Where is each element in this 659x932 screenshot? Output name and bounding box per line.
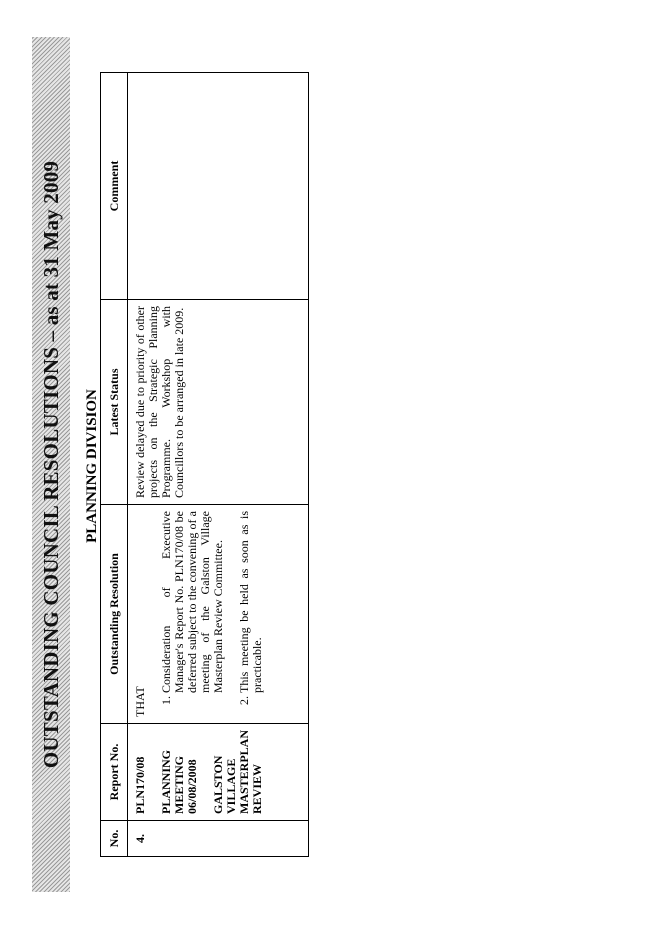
header-report-no: Report No. bbox=[101, 724, 128, 821]
division-heading: PLANNING DIVISION bbox=[84, 389, 100, 543]
report-subject-line: MASTERPLAN bbox=[237, 729, 251, 814]
row-number: 4. bbox=[128, 821, 309, 857]
report-subject-line: REVIEW bbox=[250, 763, 264, 814]
comment-cell bbox=[128, 73, 309, 300]
report-subject-line: VILLAGE bbox=[224, 758, 238, 814]
report-code: PLN170/08 bbox=[133, 756, 147, 814]
table-row bbox=[128, 73, 309, 857]
resolution-intro: THAT bbox=[133, 686, 147, 717]
resolution-list bbox=[160, 511, 264, 717]
title-banner bbox=[32, 37, 70, 892]
header-latest-status: Latest Status bbox=[101, 300, 128, 505]
header-no: No. bbox=[101, 821, 128, 857]
page-title: OUTSTANDING COUNCIL RESOLUTIONS – as at 31 May 2009 bbox=[38, 160, 63, 769]
header-comment: Comment bbox=[101, 73, 128, 300]
resolution-item: 1. Consideration of Executive Manager's Report No. PLN170/08 be deferred subject to the convening of a meeting of the Galston Village Masterplan Review Committee. bbox=[160, 511, 225, 693]
status-cell: Review delayed due to priority of other projects on the Strategic Planning Programme. Workshop with Councillors to be arranged in late 2009. bbox=[128, 300, 309, 505]
report-meeting-date: 06/08/2008 bbox=[185, 759, 199, 814]
report-meeting-line: PLANNING bbox=[159, 749, 173, 814]
header-outstanding-resolution: Outstanding Resolution bbox=[101, 505, 128, 724]
resolution-item: 2. This meeting be held as soon as is practicable. bbox=[238, 511, 264, 693]
report-subject-line: GALSTON bbox=[211, 755, 225, 814]
report-cell bbox=[128, 724, 309, 821]
resolutions-table bbox=[100, 72, 309, 857]
table-header-row bbox=[101, 73, 128, 857]
resolution-cell bbox=[128, 505, 309, 724]
report-meeting-line: MEETING bbox=[172, 755, 186, 814]
